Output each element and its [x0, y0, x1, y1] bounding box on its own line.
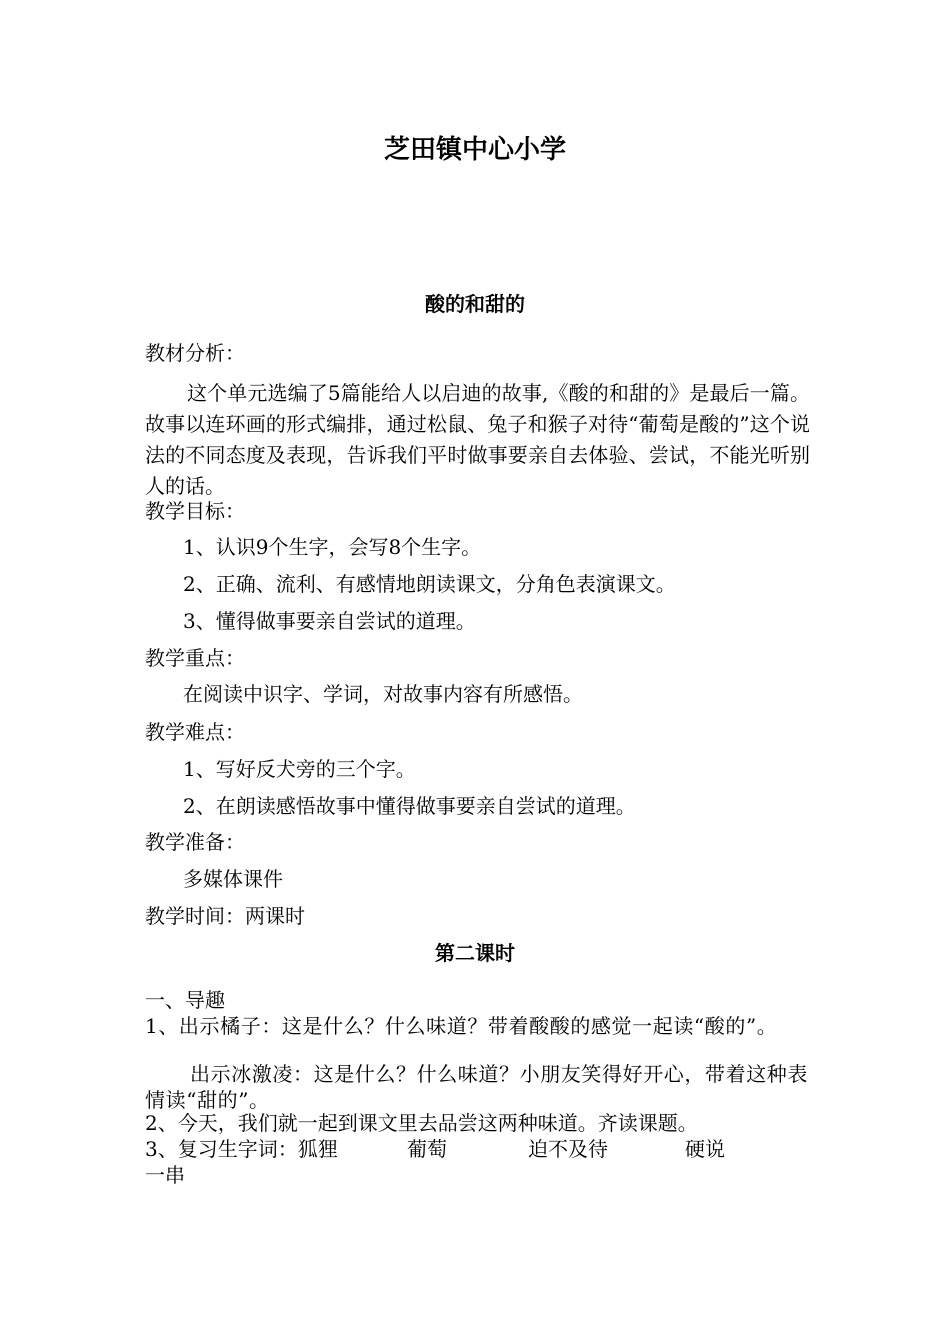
word-grape: 葡萄: [407, 1137, 447, 1161]
goal-item: 1、认识9个生字，会写8个生字。: [183, 535, 482, 559]
key-label: 教学重点：: [145, 646, 245, 670]
period-title: 第二课时: [435, 941, 515, 965]
item1b-text: 出示冰激凌：这是什么？什么味道？小朋友笑得好开心，带着这种表情读“甜的”。: [145, 1062, 808, 1112]
material-label: 教材分析：: [145, 341, 245, 365]
time-text: 教学时间：两课时: [145, 904, 305, 928]
difficulty-item: 1、写好反犬旁的三个字。: [183, 757, 416, 781]
goal-item: 2、正确、流利、有感情地朗读课文，分角色表演课文。: [183, 572, 676, 596]
goals-label: 教学目标：: [145, 499, 245, 523]
part1-title: 一、导趣: [145, 988, 225, 1012]
item2-text: 2、今天，我们就一起到课文里去品尝这两种味道。齐读课题。: [145, 1111, 698, 1135]
prep-label: 教学准备：: [145, 830, 245, 854]
key-text: 在阅读中识字、学词，对故事内容有所感悟。: [183, 682, 583, 706]
goal-item: 3、懂得做事要亲自尝试的道理。: [183, 609, 476, 633]
item3-label: 3、复习生字词：狐狸: [145, 1137, 338, 1161]
word-eager: 迫不及待: [528, 1137, 608, 1161]
item1-text: 1、出示橘子：这是什么？什么味道？带着酸酸的感觉一起读“酸的”。: [145, 1014, 778, 1038]
material-paragraph: 这个单元选编了5篇能给人以启迪的故事,《酸的和甜的》是最后一篇。故事以连环画的形式编排，通过松鼠、兔子和猴子对待“葡萄是酸的”这个说法的不同态度及表现，告诉我们平时做事要亲自去体验、尝试，不能光听别人的话。: [145, 381, 810, 498]
item3-word-last: 一串: [145, 1163, 185, 1187]
word-insist: 硬说: [685, 1137, 725, 1161]
item3-row: [145, 1136, 810, 1162]
prep-text: 多媒体课件: [183, 867, 283, 891]
difficulty-label: 教学难点：: [145, 720, 245, 744]
lesson-title: 酸的和甜的: [425, 292, 525, 316]
difficulty-item: 2、在朗读感悟故事中懂得做事要亲自尝试的道理。: [183, 794, 636, 818]
school-title: 芝田镇中心小学: [383, 135, 566, 165]
